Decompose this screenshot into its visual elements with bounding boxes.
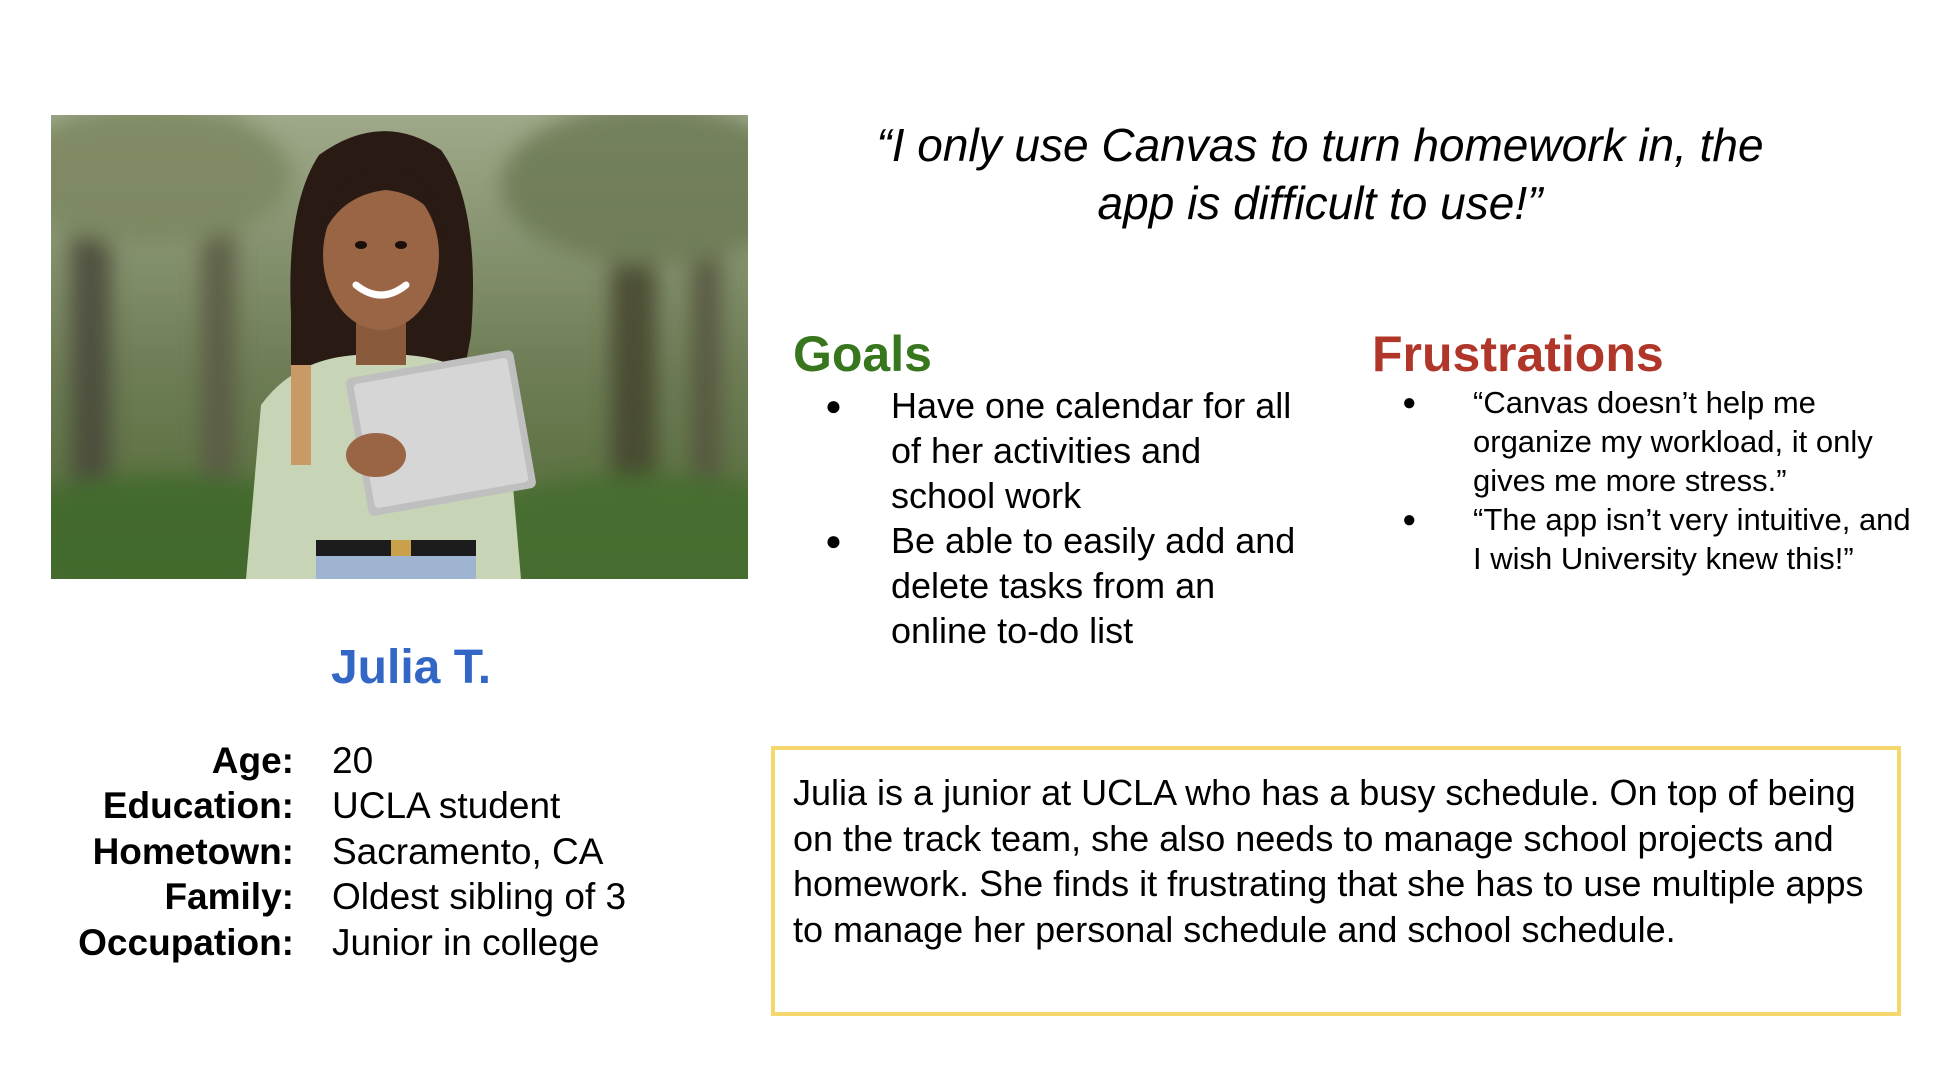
persona-photo bbox=[51, 115, 748, 579]
detail-label: Education: bbox=[102, 785, 294, 827]
persona-details bbox=[60, 738, 700, 966]
detail-value: 20 bbox=[332, 739, 374, 781]
detail-value: Junior in college bbox=[332, 921, 600, 963]
list-item bbox=[1372, 383, 1912, 500]
detail-label: Family: bbox=[164, 876, 294, 918]
goals-section bbox=[793, 325, 1313, 653]
detail-value: UCLA student bbox=[332, 785, 561, 827]
frustration-text: “Canvas doesn’t help me organize my workload, it only gives me more stress.” bbox=[1473, 385, 1873, 498]
bullet-icon: ● bbox=[825, 390, 842, 421]
persona-photo-illustration bbox=[51, 115, 748, 579]
frustrations-title: Frustrations bbox=[1372, 326, 1664, 382]
goals-title: Goals bbox=[793, 326, 932, 382]
detail-label: Hometown: bbox=[92, 830, 294, 872]
frustrations-section bbox=[1372, 325, 1912, 578]
detail-row-hometown bbox=[60, 829, 700, 875]
quote-line-1: “I only use Canvas to turn homework in, the bbox=[876, 119, 1764, 171]
goal-text: Be able to easily add and delete tasks from an online to-do list bbox=[891, 520, 1296, 651]
persona-bio: Julia is a junior at UCLA who has a busy schedule. On top of being on the track team, she also needs to manage school projects and homework. She finds it frustrating that she has to use multiple apps to manage her personal schedule and school schedule. bbox=[771, 746, 1901, 1016]
persona-name: Julia T. bbox=[330, 641, 492, 694]
detail-value: Sacramento, CA bbox=[332, 830, 604, 872]
detail-label: Occupation: bbox=[78, 921, 294, 963]
bullet-icon: ● bbox=[825, 525, 842, 556]
bullet-icon: ● bbox=[1402, 506, 1417, 533]
detail-label: Age: bbox=[211, 739, 294, 781]
list-item bbox=[1372, 500, 1912, 578]
goal-text: Have one calendar for all of her activities and school work bbox=[891, 385, 1292, 516]
bullet-icon: ● bbox=[1402, 389, 1417, 416]
detail-row-family bbox=[60, 875, 700, 921]
list-item bbox=[793, 518, 1313, 653]
quote-line-2: app is difficult to use!” bbox=[1097, 177, 1543, 229]
detail-value: Oldest sibling of 3 bbox=[332, 876, 627, 918]
persona-quote bbox=[790, 116, 1850, 232]
detail-row-age bbox=[60, 738, 700, 784]
list-item bbox=[793, 383, 1313, 518]
goals-list bbox=[793, 383, 1313, 653]
frustration-text: “The app isn’t very intuitive, and I wish University knew this!” bbox=[1473, 502, 1911, 576]
frustrations-list bbox=[1372, 383, 1912, 578]
detail-row-occupation bbox=[60, 920, 700, 966]
detail-row-education bbox=[60, 784, 700, 830]
